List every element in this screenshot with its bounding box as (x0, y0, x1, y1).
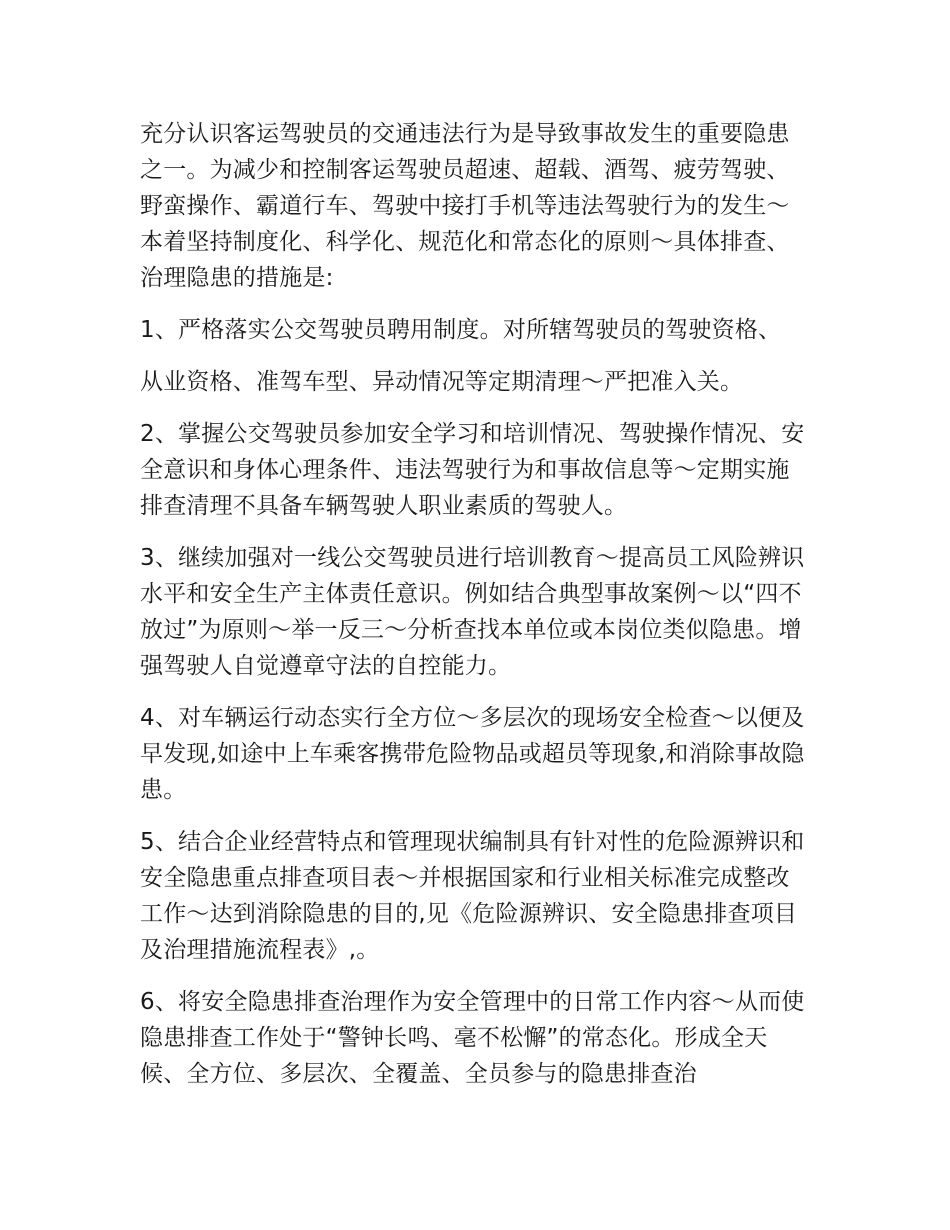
intro-paragraph: 充分认识客运驾驶员的交通违法行为是导致事故发生的重要隐患之一。为减少和控制客运驾驶员超速、超载、酒驾、疲劳驾驶、野蛮操作、霸道行车、驾驶中接打手机等违法驾驶行为的发生～本着坚持制度化、科学化、规范化和常态化的原则～具体排查、治理隐患的措施是: (140, 121, 790, 291)
item-3-paragraph: 3、继续加强对一线公交驾驶员进行培训教育～提高员工风险辨识水平和安全生产主体责任意识。例如结合典型事故案例～以“四不放过”为原则～举一反三～分析查找本单位或本岗位类似隐患。增强驾驶人自觉遵章守法的自控能力。 (140, 545, 805, 679)
item-6-paragraph: 6、将安全隐患排查治理作为安全管理中的日常工作内容～从而使隐患排查工作处于“警钟长鸣、毫不松懈”的常态化。形成全天候、全方位、多层次、全覆盖、全员参与的隐患排查治 (140, 989, 805, 1087)
item-2-paragraph: 2、掌握公交驾驶员参加安全学习和培训情况、驾驶操作情况、安全意识和身体心理条件、违法驾驶行为和事故信息等～定期实施排查清理不具备车辆驾驶人职业素质的驾驶人。 (140, 421, 805, 519)
item-1-line-1: 1、严格落实公交驾驶员聘用制度。对所辖驾驶员的驾驶资格、 (140, 317, 782, 343)
document-page (140, 116, 812, 1092)
item-5-paragraph: 5、结合企业经营特点和管理现状编制具有针对性的危险源辨识和安全隐患重点排查项目表～并根据国家和行业相关标准完成整改工作～达到消除隐患的目的,见《危险源辨识、安全隐患排查项目及治理措施流程表》,。 (140, 829, 805, 963)
item-1-line-2: 从业资格、准驾车型、异动情况等定期清理～严把准入关。 (140, 369, 744, 395)
item-4-paragraph: 4、对车辆运行动态实行全方位～多层次的现场安全检查～以便及早发现,如途中上车乘客携带危险物品或超员等现象,和消除事故隐患。 (140, 705, 805, 803)
